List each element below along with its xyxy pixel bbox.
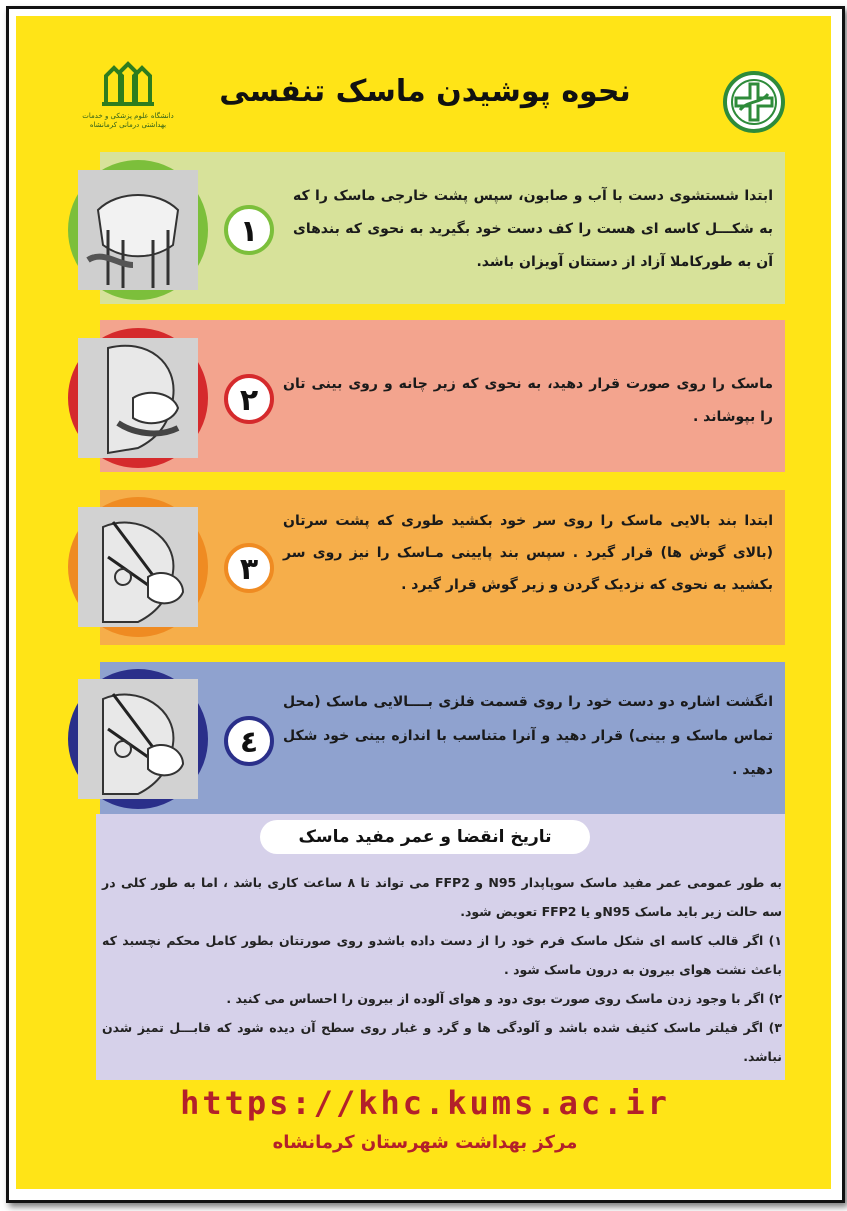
page-title: نحوه پوشیدن ماسک تنفسی xyxy=(219,74,631,109)
expiry-body xyxy=(102,868,782,1071)
mask-straps-icon xyxy=(78,507,198,627)
university-logo-text: دانشگاه علوم پزشکی و خدمات بهداشتی درمانی کرمانشاه xyxy=(82,112,174,129)
expiry-item-2: ۲) اگر با وجود زدن ماسک روی صورت بوی دود و هوای آلوده از بیرون را احساس می کنید . xyxy=(226,991,782,1006)
step-3-number-badge: ٣ xyxy=(224,543,274,593)
adjust-nose-clip-icon xyxy=(78,679,198,799)
step-2-number-badge: ٢ xyxy=(224,374,274,424)
step-1-illustration xyxy=(68,160,208,300)
health-center-name: مرکز بهداشت شهرستان کرمانشاه xyxy=(272,1132,578,1153)
expiry-item-3: ۳) اگر فیلتر ماسک کثیف شده باشد و آلودگی ها و گرد و غبار روی سطح آن دیده شود که قابـــل تمیز شدن نباشد. xyxy=(102,1020,782,1064)
step-2-illustration xyxy=(68,328,208,468)
university-logo xyxy=(78,60,178,140)
step-4-number-badge: ٤ xyxy=(224,716,274,766)
expiry-intro: به طور عمومی عمر مفید ماسک سوپاپدار N95 و FFP2 می تواند تا ۸ ساعت کاری باشد ، اما به طور کلی در سه حالت زیر باید ماسک N95و یا FFP2 تعویض شود. xyxy=(102,875,782,919)
health-center-logo-icon xyxy=(722,70,786,134)
expiry-title: تاریخ انقضا و عمر مفید ماسک xyxy=(260,820,590,854)
face-with-mask-icon xyxy=(78,338,198,458)
step-4-illustration xyxy=(68,669,208,809)
step-3-text: ابتدا بند بالایی ماسک را روی سر خود بکشید طوری که پشت سرتان (بالای گوش ها) قرار گیرد . سپس بند پایینی مـاسک را نیز روی سر بکشید به نحوی که نزدیک گردن و زیر گوش قرار گیرد . xyxy=(283,513,773,593)
step-2-text: ماسک را روی صورت قرار دهید، به نحوی که زیر چانه و روی بینی تان را بپوشاند . xyxy=(283,376,773,425)
website-url-link[interactable]: https://khc.kums.ac.ir xyxy=(180,1084,670,1122)
step-4-text: انگشت اشاره دو دست خود را روی قسمت فلزی بــــالایی ماسک (محل تماس ماسک و بینی) قرار دهید و آنرا متناسب با اندازه بینی خود شکل دهید . xyxy=(283,694,773,778)
university-emblem-icon xyxy=(98,60,158,108)
step-1-number-badge: ١ xyxy=(224,205,274,255)
hands-holding-mask-icon xyxy=(78,170,198,290)
step-3-illustration xyxy=(68,497,208,637)
step-1-text: ابتدا شستشوی دست با آب و صابون، سپس پشت خارجی ماسک را که به شکـــل کاسه ای هست را کف دست خود بگیرید به نحوی که بندهای آن به طورکاملا آزاد از دستتان آویزان باشد. xyxy=(293,188,773,270)
expiry-item-1: ۱) اگر قالب کاسه ای شکل ماسک فرم خود را از دست داده باشدو روی صورتتان بطور کامل محکم نچسبد که باعث نشت هوای بیرون به درون ماسک شود . xyxy=(102,933,782,977)
